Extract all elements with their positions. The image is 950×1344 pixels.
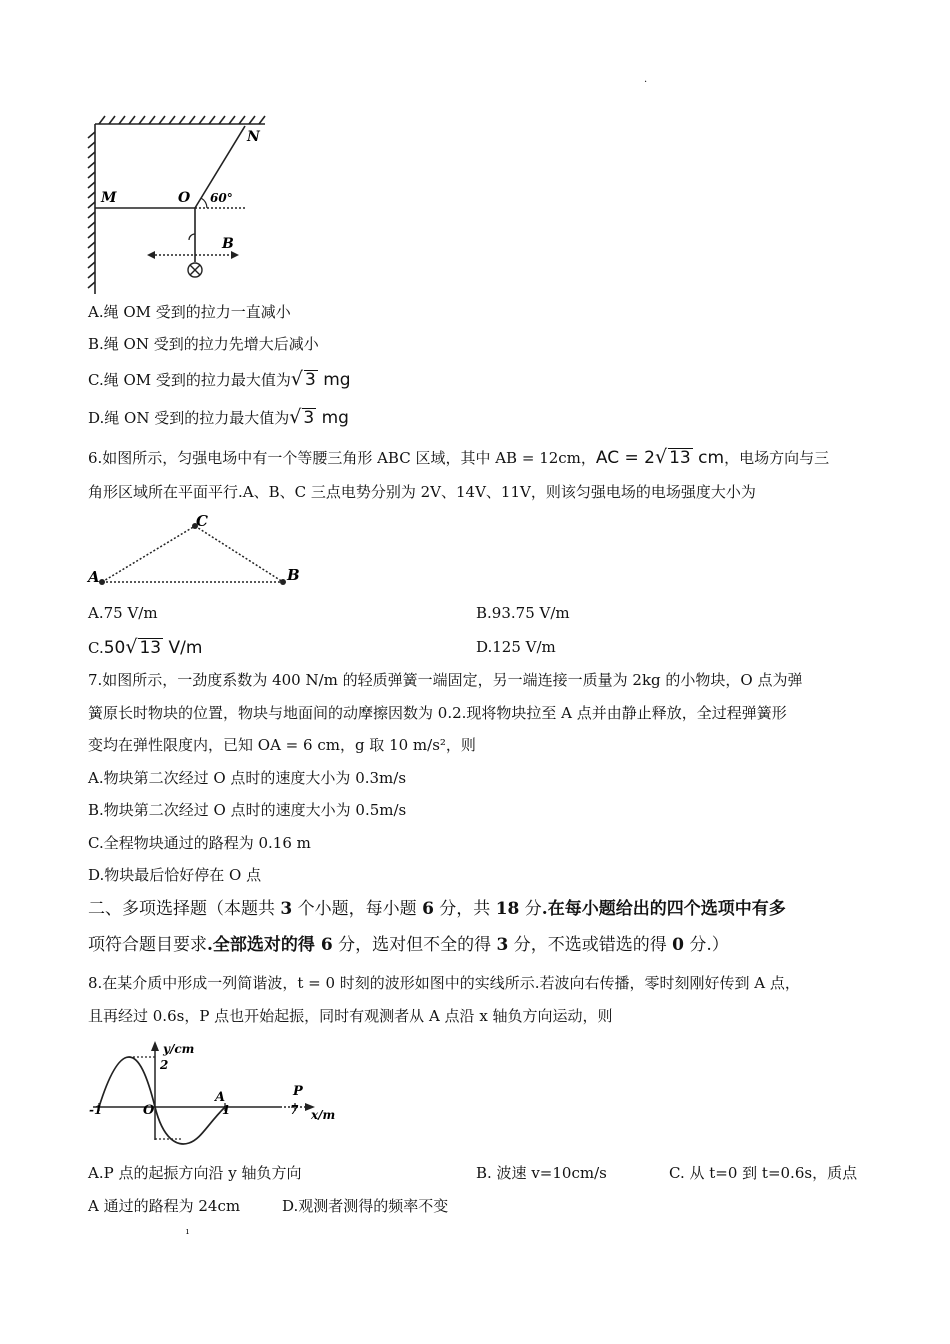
bottom-mark: ı xyxy=(186,1227,189,1237)
label-x-axis: x/m xyxy=(311,1108,336,1122)
label-origin: O xyxy=(143,1103,155,1118)
side-ac xyxy=(102,526,195,582)
label-neg-one: -1 xyxy=(89,1103,103,1117)
q6-option-c-formula: 50√ 13 V/m xyxy=(103,636,203,658)
top-mark: . xyxy=(644,74,648,85)
label-angle: 60° xyxy=(210,191,233,205)
q5-figure xyxy=(85,112,275,302)
label-b: B xyxy=(287,566,300,584)
q6-line1-post: ，电场方向与三 xyxy=(724,449,830,467)
point-b xyxy=(280,579,286,585)
q6-line2: 角形区域所在平面平行.A、B、C 三点电势分别为 2V、14V、11V，则该匀强电场的电场强度大小为 xyxy=(88,483,756,501)
q5-option-c-text: C.绳 OM 受到的拉力最大值为 xyxy=(88,371,291,389)
angle-arc xyxy=(201,198,207,208)
q8-option-c-part2: A 通过的路程为 24cm xyxy=(88,1197,241,1215)
q8-option-a: A.P 点的起振方向沿 y 轴负方向 xyxy=(88,1164,302,1182)
q6-option-c-prefix: C. xyxy=(88,639,104,657)
q7-line1: 7.如图所示，一劲度系数为 400 N/m 的轻质弹簧一端固定，另一端连接一质量为 2kg 的小物块，O 点为弹 xyxy=(88,671,803,689)
q6-triangle-figure xyxy=(85,510,305,590)
q7-option-a: A.物块第二次经过 O 点时的速度大小为 0.3m/s xyxy=(88,769,407,787)
y-axis-arrow xyxy=(151,1041,159,1051)
section2-line1: 二、多项选择题（本题共 3 个小题，每小题 6 分，共 18 分.在每小题给出的四个选项中有多 xyxy=(88,899,786,919)
q5-option-c xyxy=(88,369,351,390)
current-arrow xyxy=(189,234,195,240)
label-b: B xyxy=(222,236,234,252)
q8-wave-figure xyxy=(85,1035,355,1145)
point-a xyxy=(99,579,105,585)
q6-line1-pre: 6.如图所示，匀强电场中有一个等腰三角形 ABC 区域，其中 AB = 12cm， xyxy=(88,449,596,467)
q6-option-a: A.75 V/m xyxy=(88,604,158,622)
q8-option-b: B. 波速 v=10cm/s xyxy=(476,1164,607,1182)
label-seven: 7 xyxy=(290,1103,299,1117)
q8-option-c-part1: C. 从 t=0 到 t=0.6s，质点 xyxy=(669,1164,858,1182)
field-arrow-left xyxy=(147,251,155,259)
q8-line1: 8.在某介质中形成一列简谐波，t = 0 时刻的波形如图中的实线所示.若波向右传播，零时刻刚好传到 A 点， xyxy=(88,974,800,992)
q5-option-c-formula: √ 3 mg xyxy=(290,368,351,390)
label-y-value: 2 xyxy=(160,1058,169,1072)
label-a: A xyxy=(215,1090,226,1105)
q6-formula: AC = 2√ 13 cm xyxy=(595,446,725,468)
label-y-axis: y/cm xyxy=(163,1042,195,1056)
q7-line3: 变均在弹性限度内，已知 OA = 6 cm，g 取 10 m/s²，则 xyxy=(88,736,476,754)
field-arrow-right xyxy=(231,251,239,259)
q7-option-d: D.物块最后恰好停在 O 点 xyxy=(88,866,262,884)
q5-option-d-formula: √ 3 mg xyxy=(289,406,349,428)
label-a: A xyxy=(88,568,100,586)
q8-option-d: D.观测者测得的频率不变 xyxy=(282,1197,449,1215)
q6-option-c xyxy=(88,637,202,658)
q7-option-c: C.全程物块通过的路程为 0.16 m xyxy=(88,834,311,852)
label-o: O xyxy=(178,190,191,206)
q7-option-b: B.物块第二次经过 O 点时的速度大小为 0.5m/s xyxy=(88,801,407,819)
q5-option-d xyxy=(88,407,349,428)
q6-option-b: B.93.75 V/m xyxy=(476,604,570,622)
q5-option-b: B.绳 ON 受到的拉力先增大后减小 xyxy=(88,335,319,353)
label-m: M xyxy=(101,190,117,206)
section2-line2: 项符合题目要求.全部选对的得 6 分，选对但不全的得 3 分，不选或错选的得 0 分.） xyxy=(88,935,729,955)
q6-line1 xyxy=(88,447,829,468)
label-c: C xyxy=(196,512,208,530)
label-p: P xyxy=(293,1084,303,1099)
label-one: 1 xyxy=(222,1103,231,1117)
q6-option-d: D.125 V/m xyxy=(476,638,556,656)
current-into-page-icon xyxy=(188,263,202,277)
q5-option-d-text: D.绳 ON 受到的拉力最大值为 xyxy=(88,409,290,427)
label-n: N xyxy=(247,129,260,145)
q8-line2: 且再经过 0.6s，P 点也开始起振，同时有观测者从 A 点沿 x 轴负方向运动，则 xyxy=(88,1007,613,1025)
side-cb xyxy=(195,526,283,582)
q5-option-a: A.绳 OM 受到的拉力一直减小 xyxy=(88,303,291,321)
q7-line2: 簧原长时物块的位置，物块与地面间的动摩擦因数为 0.2.现将物块拉至 A 点并由静止释放，全过程弹簧形 xyxy=(88,704,787,722)
